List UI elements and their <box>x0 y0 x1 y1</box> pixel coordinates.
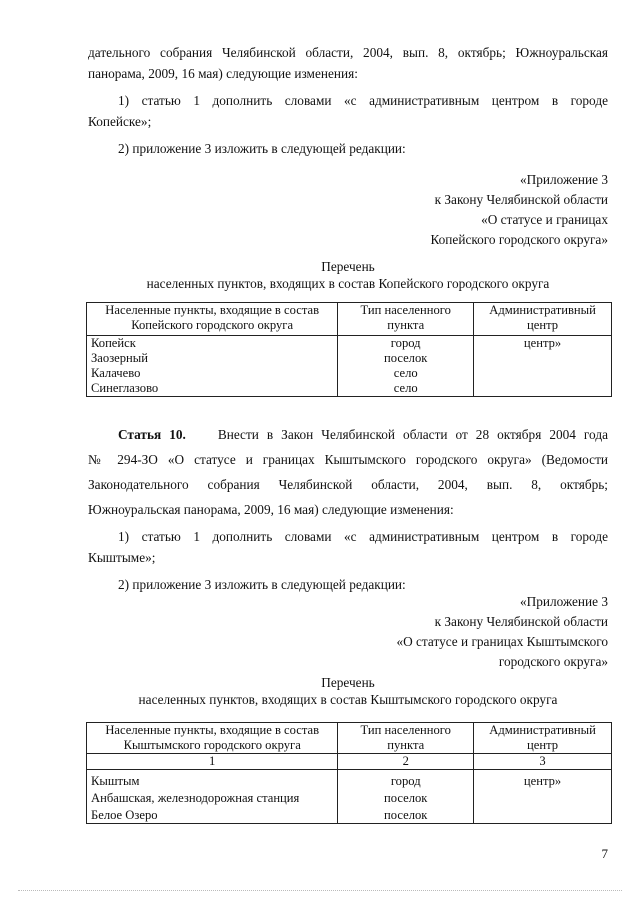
table-cell <box>474 806 612 824</box>
table-row <box>87 789 612 806</box>
page-number: 7 <box>601 846 608 861</box>
annex-line: Копейского городского округа» <box>430 232 608 247</box>
table-cell: Калачево <box>87 366 338 381</box>
amendment-item: 2) приложение 3 изложить в следующей редакции: <box>118 141 406 156</box>
column-number: 1 <box>87 754 338 770</box>
annex-line: «О статусе и границах <box>481 212 608 227</box>
table-row <box>87 381 612 397</box>
annex-header <box>396 592 608 672</box>
article-line: Законодательного собрания Челябинской области, 2004, вып. 8, октябрь; <box>88 477 608 492</box>
table-cell <box>474 366 612 381</box>
amendment-item: Кыштыме»; <box>88 550 156 565</box>
scan-edge-divider <box>18 890 622 892</box>
list-title <box>88 258 608 292</box>
annex-line: к Закону Челябинской области <box>434 614 608 629</box>
column-header: Административный центр <box>474 303 612 336</box>
annex-line: городского округа» <box>498 654 608 669</box>
article-10-block <box>88 424 608 595</box>
table-cell: город <box>338 336 474 352</box>
settlements-table-kyshtym <box>86 722 612 824</box>
article-line: Южноуральская панорама, 2009, 16 мая) следующие изменения: <box>88 502 454 517</box>
article-line: № 294-ЗО «О статусе и границах Кыштымского городского округа» (Ведомости <box>88 452 608 467</box>
annex-line: «О статусе и границах Кыштымского <box>396 634 608 649</box>
amendment-item: 1) статью 1 дополнить словами «с административным центром в городе <box>118 529 608 544</box>
table-cell: село <box>338 381 474 397</box>
amendment-item: Копейске»; <box>88 114 152 129</box>
amendment-item: 2) приложение 3 изложить в следующей редакции: <box>118 577 406 592</box>
article-label: Статья 10. <box>118 427 186 442</box>
intro-block <box>88 42 608 159</box>
column-header: Тип населенного пункта <box>338 723 474 754</box>
table-row <box>87 336 612 352</box>
list-title-text: Перечень <box>321 675 375 690</box>
annex-line: к Закону Челябинской области <box>434 192 608 207</box>
table-cell: Синеглазово <box>87 381 338 397</box>
article-text: Внести в Закон Челябинской области от 28 октября 2004 года <box>217 427 608 442</box>
column-header: Населенные пункты, входящие в состав Копейского городского округа <box>87 303 338 336</box>
table-cell: поселок <box>338 789 474 806</box>
table-cell: Заозерный <box>87 351 338 366</box>
table-cell: Белое Озеро <box>87 806 338 824</box>
table-row <box>87 806 612 824</box>
list-subtitle-text: населенных пунктов, входящих в состав Кыштымского городского округа <box>138 692 558 707</box>
annex-line: «Приложение 3 <box>520 172 608 187</box>
table-cell <box>474 789 612 806</box>
table-cell: поселок <box>338 806 474 824</box>
table-cell: Копейск <box>87 336 338 352</box>
table-cell: село <box>338 366 474 381</box>
column-header: Населенные пункты, входящие в состав Кыштымского городского округа <box>87 723 338 754</box>
table-cell <box>474 381 612 397</box>
column-header: Тип населенного пункта <box>338 303 474 336</box>
list-subtitle-text: населенных пунктов, входящих в состав Копейского городского округа <box>146 276 550 291</box>
annex-line: «Приложение 3 <box>520 594 608 609</box>
table-row <box>87 770 612 790</box>
list-title <box>88 674 608 708</box>
column-header: Административный центр <box>474 723 612 754</box>
table-row <box>87 366 612 381</box>
table-row <box>87 351 612 366</box>
settlements-table-kopeysk <box>86 302 612 397</box>
table-number-row <box>87 754 612 770</box>
amendment-item: 1) статью 1 дополнить словами «с административным центром в городе <box>118 93 608 108</box>
table-cell: поселок <box>338 351 474 366</box>
list-title-text: Перечень <box>321 259 375 274</box>
table-cell: город <box>338 770 474 790</box>
intro-line: дательного собрания Челябинской области, 2004, вып. 8, октябрь; Южноуральская <box>88 45 608 60</box>
intro-line: панорама, 2009, 16 мая) следующие изменения: <box>88 66 358 81</box>
article-line <box>88 424 608 445</box>
table-header-row <box>87 303 612 336</box>
annex-header <box>430 170 608 250</box>
table-cell: Анбашская, железнодорожная станция <box>87 789 338 806</box>
table-header-row <box>87 723 612 754</box>
table-cell: центр» <box>474 770 612 790</box>
table-cell: Кыштым <box>87 770 338 790</box>
table-cell <box>474 351 612 366</box>
column-number: 2 <box>338 754 474 770</box>
table-cell: центр» <box>474 336 612 352</box>
column-number: 3 <box>474 754 612 770</box>
